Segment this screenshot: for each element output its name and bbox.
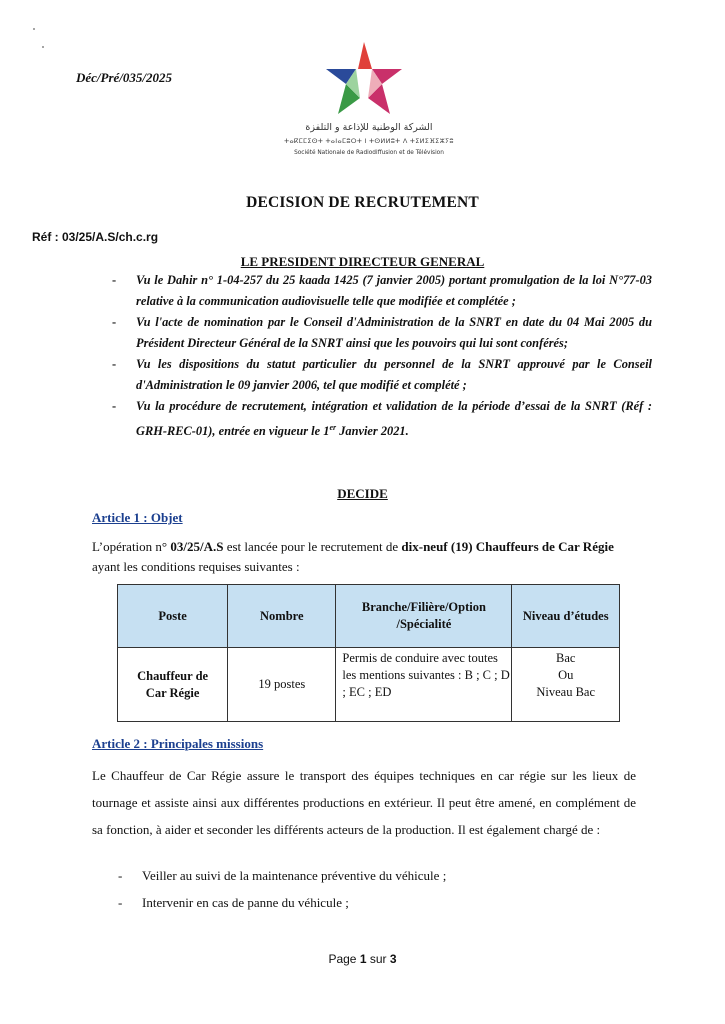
cell-poste: Chauffeur de Car Régie [118,648,228,722]
consideration-tail: Janvier 2021. [336,424,409,439]
cell-nombre: 19 postes [228,648,336,722]
niveau-line: Ou [558,668,574,682]
consideration-item: - Vu l'acte de nomination par le Conseil d'Administration de la SNRT en date du 04 Mai 2005 du Président Directeur Général de la SNRT ainsi que les pouvoirs qui lui sont conférés; [112,312,652,354]
decision-reference: Réf : 03/25/A.S/ch.c.rg [32,230,159,244]
pdg-heading: LE PRESIDENT DIRECTEUR GENERAL [240,254,485,269]
snrt-logo [284,42,454,162]
operation-number: 03/25/A.S [170,539,224,554]
page-title: DECISION DE RECRUTEMENT [246,194,479,211]
consideration-item [112,396,652,442]
text-segment: L’opération n° [92,539,171,554]
consideration-text: Vu la procédure de recrutement, intégration et validation de la période d’essai de la SNRT (Réf : GRH-REC-01), entrée en vigueur le 1 [136,399,652,439]
logo-arabic-text: الشركة الوطنية للإذاعة و التلفزة [305,122,433,133]
column-header-poste: Poste [118,585,228,648]
scan-speck [42,46,44,48]
column-header-niveau: Niveau d’études [512,585,620,648]
current-page: 1 [359,952,367,966]
total-pages: 3 [389,952,397,966]
mission-item: - Veiller au suivi de la maintenance préventive du véhicule ; [118,862,446,889]
consideration-item: - Vu les dispositions du statut particulier du personnel de la SNRT approuvé par le Conseil d'Administration le 09 janvier 2006, tel que modifié et complété ; [112,354,652,396]
considerations-list [112,270,652,442]
star-logo-icon [324,42,404,118]
logo-french-text: Société Nationale de Radiodiffusion et de Télévision [294,150,444,156]
scan-speck [33,28,35,30]
page-separator: sur [366,952,390,966]
niveau-line: Bac [555,651,576,665]
table-row [118,648,620,722]
article-2-paragraph: Le Chauffeur de Car Régie assure le transport des équipes techniques en car régie sur les lieux de tournage et assiste ainsi aux différentes productions en extérieur. Il peut être amené, en complément de sa fonction, à aider et seconder les différents acteurs de la production. Il est également chargé de : [92,768,636,837]
column-header-nombre: Nombre [228,585,336,648]
article-2-heading: Article 2 : Principales missions [92,736,264,751]
page-label: Page [328,952,360,966]
text-segment: ayant les conditions requises suivantes : [92,559,300,574]
position-count: dix-neuf (19) Chauffeurs de Car Régie [401,539,614,554]
decide-heading: DECIDE [337,486,388,501]
consideration-item: - Vu le Dahir n° 1-04-257 du 25 kaada 1425 (7 janvier 2005) portant promulgation de la loi N°77-03 relative à la communication audiovisuelle telle que modifiée et complétée ; [112,270,652,312]
article-1-paragraph [92,537,634,577]
ordinal-superscript: er [329,423,337,432]
document-reference: Déc/Pré/035/2025 [76,70,173,85]
page-number [0,952,725,966]
column-header-branche: Branche/Filière/Option /Spécialité [336,585,512,648]
table-header-row [118,585,620,648]
positions-table [117,584,620,722]
logo-tifinagh-text: ⵜⴰⴽⵎⵎⵉⵙⵜ ⵜⴰⵏⴰⵎⵓⵔⵜ ⵏ ⵜⵙⵍⵍⵓⵜ ⴷ ⵜⵉⵍⵉⴼⵉⵣⵢⵓ [284,137,454,145]
missions-list [118,862,446,916]
text-segment: est lancée pour le recrutement de [223,539,402,554]
niveau-line: Niveau Bac [536,685,596,699]
cell-branche: Permis de conduire avec toutes les mentions suivantes : B ; C ; D ; EC ; ED [336,648,512,722]
mission-item: - Intervenir en cas de panne du véhicule ; [118,889,446,916]
article-1-heading: Article 1 : Objet [92,510,183,525]
cell-niveau [512,648,620,722]
